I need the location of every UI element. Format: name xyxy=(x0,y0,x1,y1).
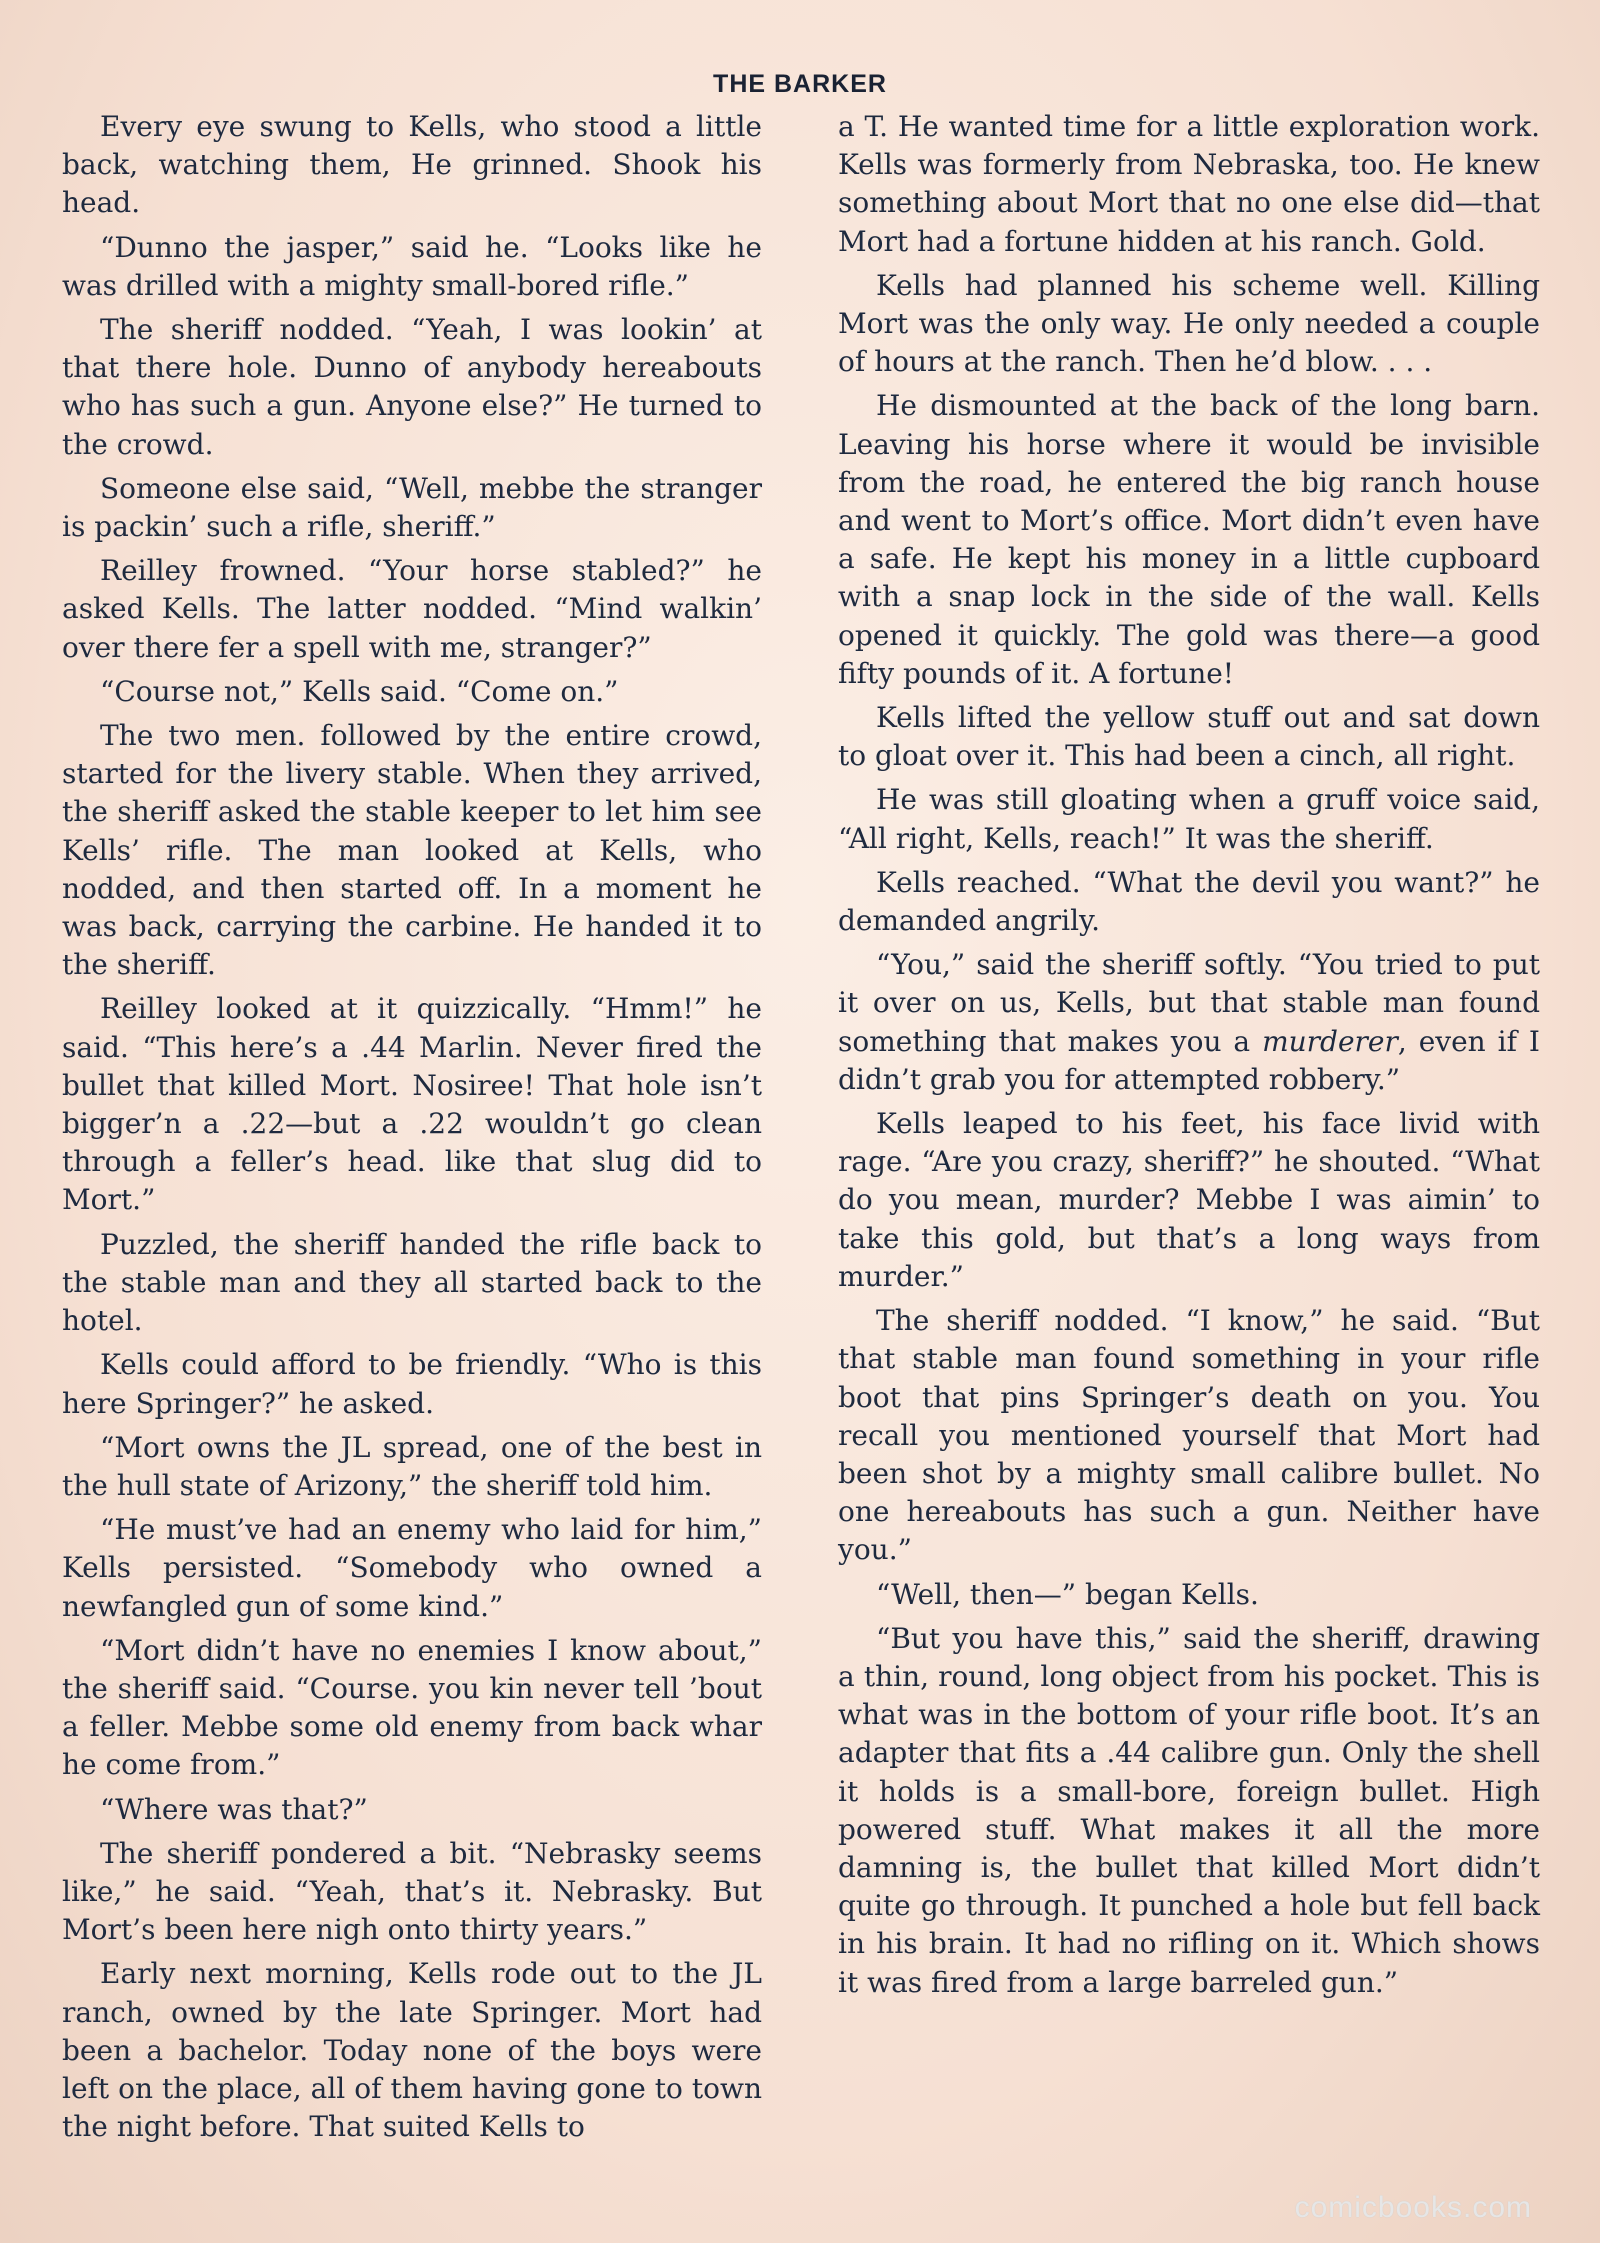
paragraph: Every eye swung to Kells, who stood a little back, watching them, He grinned. Shook his head. xyxy=(62,110,762,220)
paragraph: “Dunno the jasper,” said he. “Looks like he was drilled with a mighty small-bored rifle.” xyxy=(62,230,762,302)
running-header: THE BARKER xyxy=(713,70,887,98)
paragraph: Someone else said, “Well, mebbe the stranger is packin’ such a rifle, sheriff.” xyxy=(62,471,762,544)
paragraph: The two men. followed by the entire crowd, started for the livery stable. When they arrived, the sheriff asked the stable keeper to let him see Kells’ rifle. The man looked at Kells, who nodded, and then started off. In a moment he was back, carrying the carbine. He handed it to the sheriff. xyxy=(62,719,762,982)
paragraph: “Mort didn’t have no enemies I know about,” the sheriff said. “Course. you kin never tell ’bout a feller. Mebbe some old enemy from back whar he come from.” xyxy=(62,1633,762,1782)
paragraph: Kells leaped to his feet, his face livid with rage. “Are you crazy, sheriff?” he shouted. “What do you mean, murder? Mebbe I was aimin’ to take this gold, but that’s a long ways from murder.” xyxy=(838,1107,1540,1293)
text-run: “You,” said the sheriff softly. “You tried to put it over on us, Kells, but that stable man found something that makes you a xyxy=(838,948,1540,1058)
paragraph: “Mort owns the JL spread, one of the best in the hull state of Arizony,” the sheriff told him. xyxy=(62,1430,762,1502)
paragraph-continuation: a T. He wanted time for a little exploration work. Kells was formerly from Nebraska, too. He knew something about Mort that no one else did—that Mort had a fortune hidden at his ranch. Gold. xyxy=(838,110,1540,258)
paragraph: He dismounted at the back of the long barn. Leaving his horse where it would be invisible from the road, he entered the big ranch house and went to Mort’s office. Mort didn’t even have a safe. He kept his money in a little cupboard with a snap lock in the side of the wall. Kells opened it quickly. The gold was there—a good fifty pounds of it. A fortune! xyxy=(838,389,1540,690)
paragraph: Kells reached. “What the devil you want?” he demanded angrily. xyxy=(838,865,1540,938)
paragraph: “Where was that?” xyxy=(100,1792,368,1826)
text-run: , even if I didn’t grab you for attempted robbery.” xyxy=(838,1024,1540,1096)
paragraph xyxy=(838,946,1540,1099)
paragraph: Kells lifted the yellow stuff out and sat down to gloat over it. This had been a cinch, all right. xyxy=(838,701,1540,773)
watermark: comicbooks.com xyxy=(1294,2191,1532,2224)
left-column xyxy=(62,108,762,2152)
paragraph: Reilley frowned. “Your horse stabled?” he asked Kells. The latter nodded. “Mind walkin’ over there fer a spell with me, stranger?” xyxy=(62,554,762,664)
paragraph: Reilley looked at it quizzically. “Hmm!” he said. “This here’s a .44 Marlin. Never fired the bullet that killed Mort. Nosiree! That hole isn’t bigger’n a .22—but a .22 wouldn’t go clean through a feller’s head. like that slug did to Mort.” xyxy=(62,992,762,1217)
paragraph: Kells could afford to be friendly. “Who is this here Springer?” he asked. xyxy=(62,1348,762,1420)
paragraph: The sheriff nodded. “I know,” he said. “But that stable man found something in your rifle boot that pins Springer’s death on you. You recall you mentioned yourself that Mort had been shot by a mighty small calibre bullet. No one hereabouts has such a gun. Neither have you.” xyxy=(838,1304,1540,1567)
right-column xyxy=(838,108,1540,2008)
paragraph: Early next morning, Kells rode out to the JL ranch, owned by the late Springer. Mort had been a bachelor. Today none of the boys were left on the place, all of them having gone to town the night before. That suited Kells to xyxy=(62,1957,762,2144)
paragraph: “Well, then—” began Kells. xyxy=(876,1577,1259,1611)
paragraph: “He must’ve had an enemy who laid for him,” Kells persisted. “Somebody who owned a newfangled gun of some kind.” xyxy=(62,1513,762,1623)
paragraph: “Course not,” Kells said. “Come on.” xyxy=(100,674,619,708)
emphasized-word: murderer xyxy=(1262,1024,1398,1058)
paragraph: The sheriff pondered a bit. “Nebrasky seems like,” he said. “Yeah, that’s it. Nebrasky. But Mort’s been here nigh onto thirty years.” xyxy=(62,1836,762,1947)
paragraph: “But you have this,” said the sheriff, drawing a thin, round, long object from his pocket. This is what was in the bottom of your rifle boot. It’s an adapter that fits a .44 calibre gun. Only the shell it holds is a small-bore, foreign bullet. High powered stuff. What makes it all the more damning is, the bullet that killed Mort didn’t quite go through. It punched a hole but fell back in his brain. It had no rifling on it. Which shows it was fired from a large barreled gun.” xyxy=(838,1621,1540,1999)
paragraph: The sheriff nodded. “Yeah, I was lookin’ at that there hole. Dunno of anybody hereabouts who has such a gun. Anyone else?” He turned to the crowd. xyxy=(62,313,762,461)
paragraph: Kells had planned his scheme well. Killing Mort was the only way. He only needed a couple of hours at the ranch. Then he’d blow. . . . xyxy=(838,268,1540,379)
paragraph: Puzzled, the sheriff handed the rifle back to the stable man and they all started back to the hotel. xyxy=(62,1227,762,1338)
paragraph: He was still gloating when a gruff voice said, “All right, Kells, reach!” It was the sheriff. xyxy=(838,783,1540,855)
